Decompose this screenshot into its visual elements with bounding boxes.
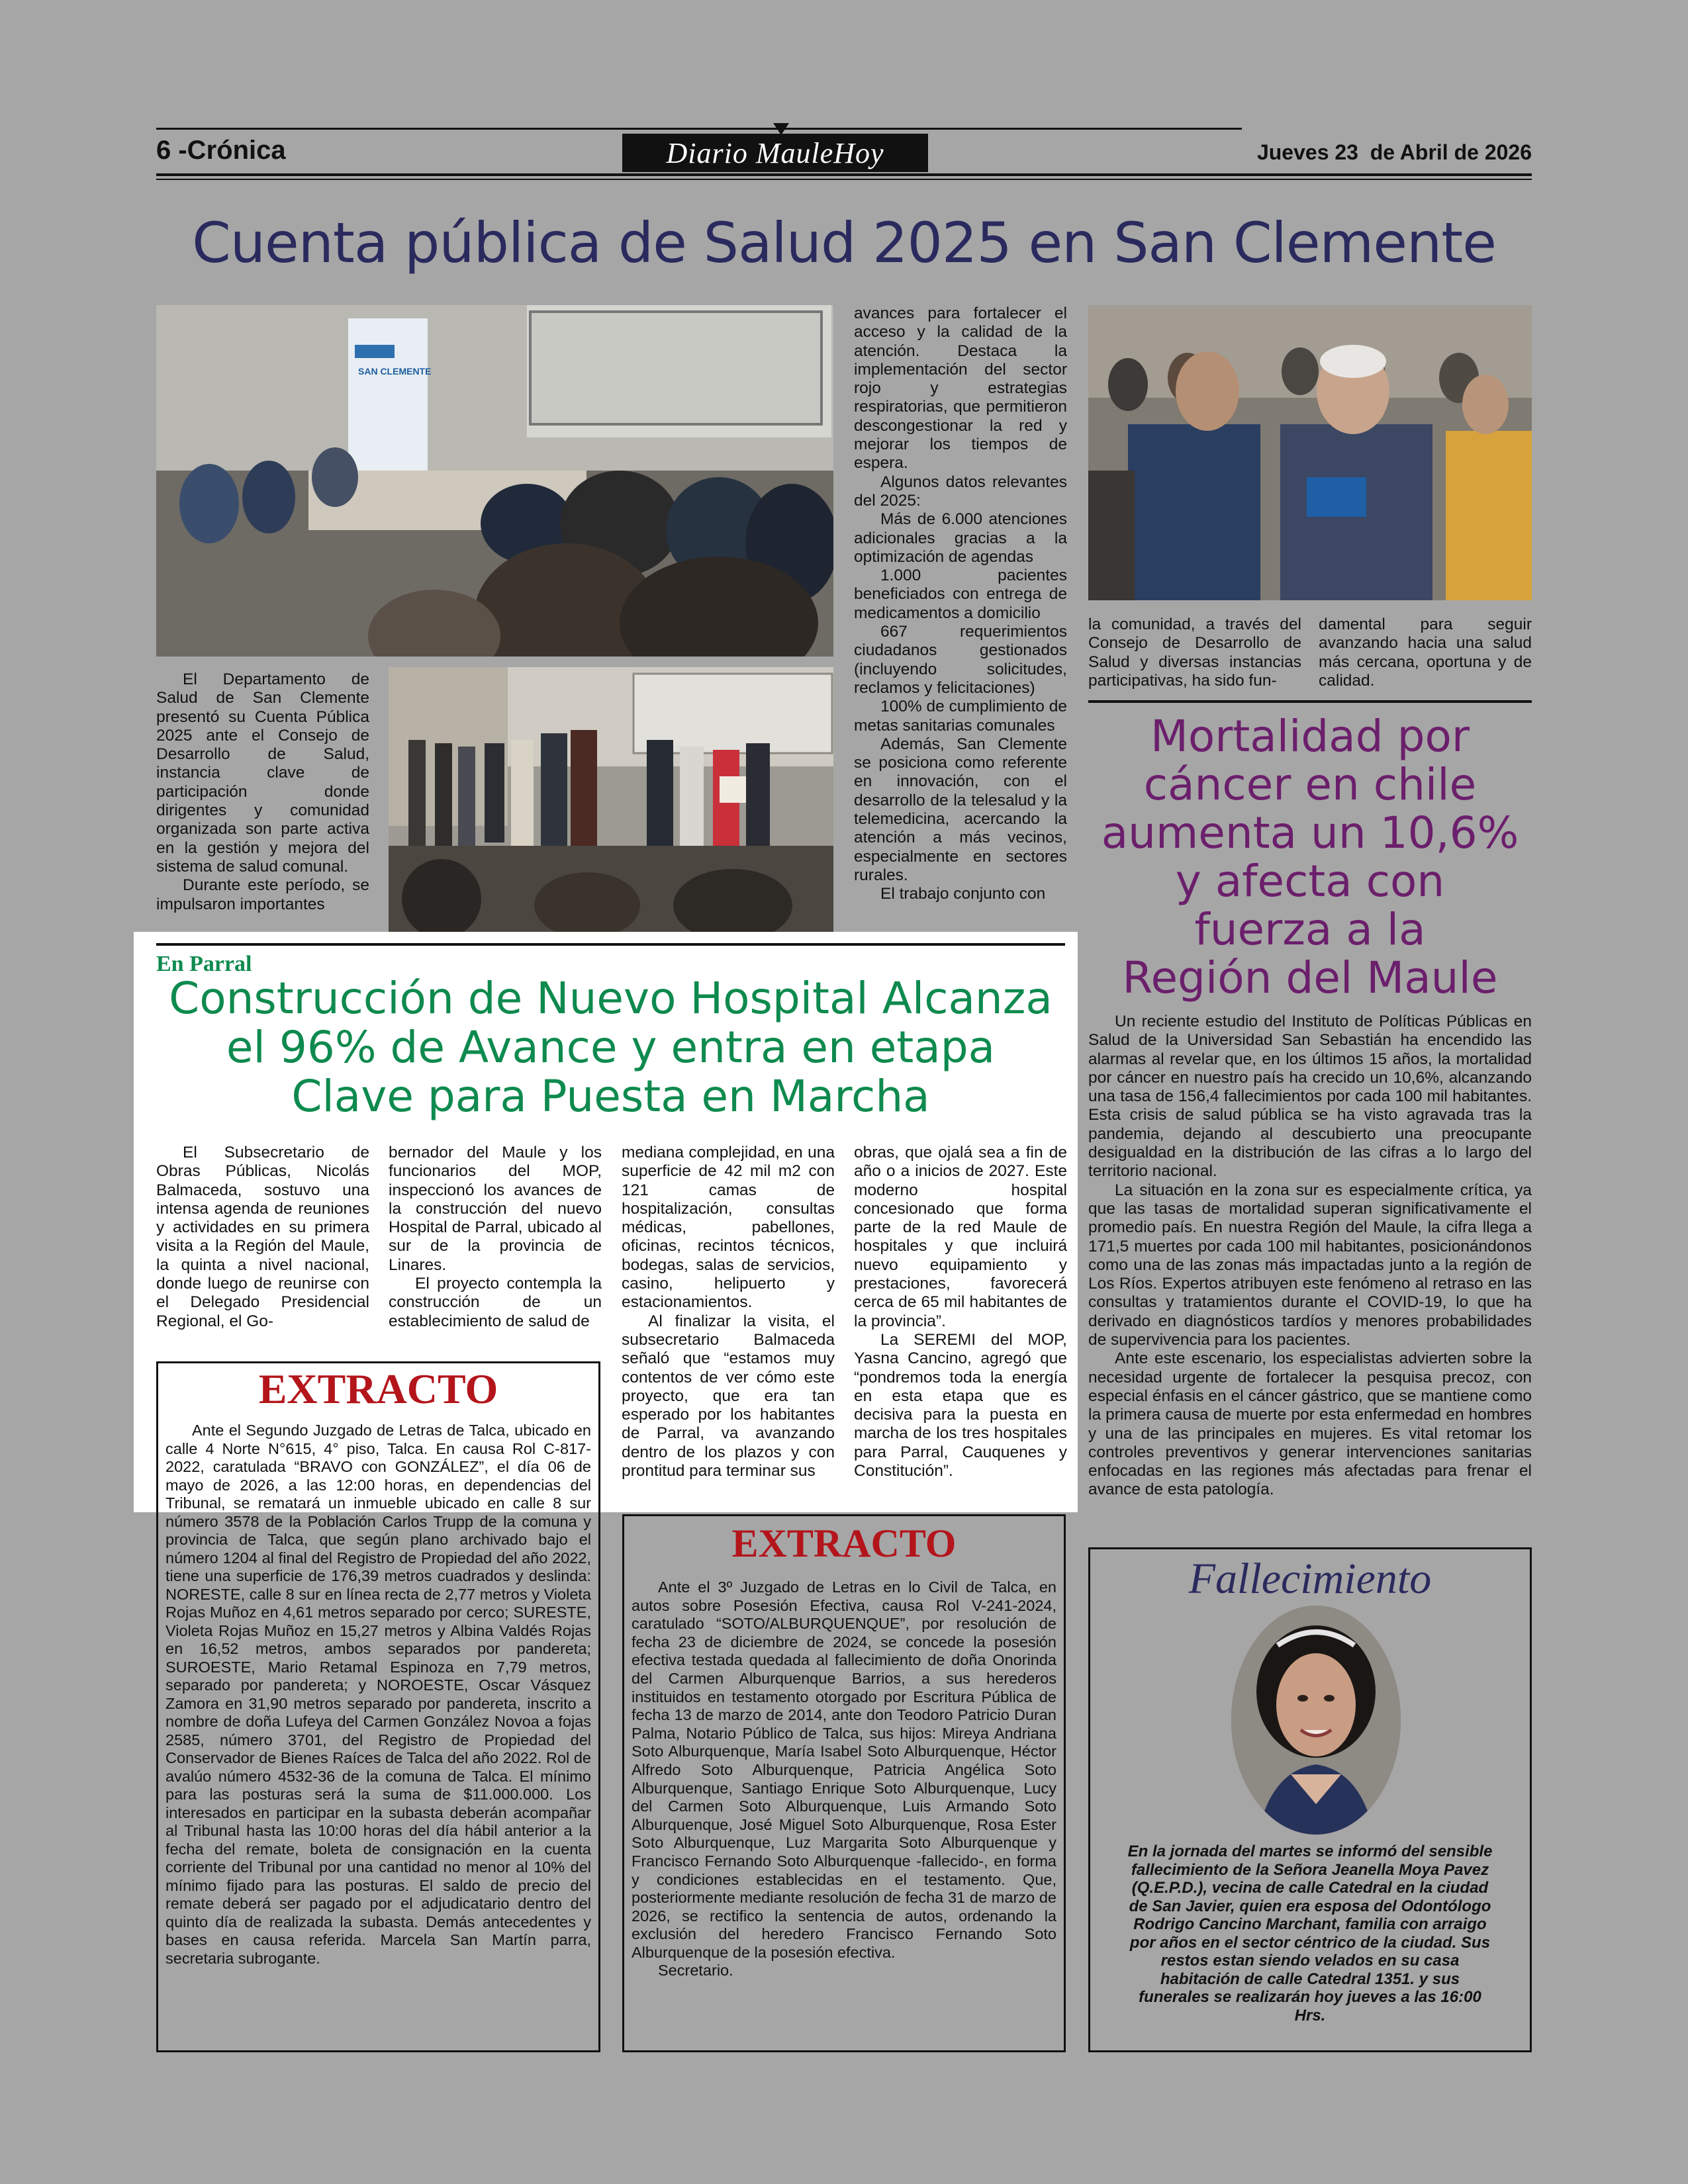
headline-line: Región del Maule — [1122, 952, 1498, 1003]
paragraph: obras, que ojalá sea a fin de año o a inicios de 2027. Este moderno hospital concesionado que forma parte de la red Maule de hospitales y que incluirá nuevo equipamiento y prestaciones, favorecerá cerca de 65 mil habitantes de la provincia”. — [854, 1144, 1067, 1330]
photo-audience — [1088, 305, 1532, 600]
paragraph: Más de 6.000 atenciones adicionales gracias a la optimización de agendas — [854, 510, 1067, 566]
paragraph: Ante el 3º Juzgado de Letras en lo Civil de Talca, en autos sobre Posesión Efectiva, causa Rol V-241-2024, caratulado “SOTO/ALBURQUENQUE”, por resolución de fecha 23 de diciembre de 2024, se concede la posesión efectiva testada quedada al fallecimiento de doña Onorinda del Carmen Alburquenque Barrios, a sus herederos instituidos en testamento otorgado por Escritura Pública de fecha 13 de marzo de 2014, ante don Teodoro Patricio Duran Palma, Notario Público de Talca, sus hijos: Mireya Andriana Soto Alburquenque, María Isabel Soto Alburquenque, Héctor Alfredo Soto Alburquenque, Patricia Angélica Soto Alburquenque, Santiago Enrique Soto Alburquenque, Lucy del Carmen Soto Alburquenque, Luis Armando Soto Alburquenque, José Miguel Soto Alburquenque, Rosa Ester Soto Alburquenque, Luz Margarita Soto Alburquenque y Francisco Fernando Soto Alburquenque -fallecido-, en forma y condiciones establecidas en el testamento. Que, posteriormente mediante resolución de fecha 31 de marzo de 2026, se rectifico la sentencia de autos, ordenando la exclusión del heredero Francisco Fernando Soto Alburquenque de la posesión efectiva. — [632, 1578, 1056, 1961]
headline-line: aumenta un 10,6% — [1101, 807, 1519, 858]
extracto-title-2: EXTRACTO — [731, 1522, 957, 1565]
parral-col1 — [156, 1144, 369, 1331]
paragraph: Algunos datos relevantes del 2025: — [854, 473, 1067, 510]
paragraph: avances para fortalecer el acceso y la calidad de la atención. Destaca la implementación del sector rojo y estrategias respiratorias, que permitieron descongestionar la red y mejorar los tiempos de espera. — [854, 304, 1067, 473]
issue-date: Jueves 23 de Abril de 2026 — [1256, 140, 1532, 164]
logo-text: Diario MauleHoy — [666, 136, 884, 169]
paragraph: Además, San Clemente se posiciona como referente en innovación, con el desarrollo de la telesalud y la telemedicina, acercando la atención a más vecinos, especialmente en sectores rurales. — [854, 735, 1067, 884]
paragraph: Durante este período, se impulsaron importantes — [156, 876, 369, 913]
paragraph: Un reciente estudio del Instituto de Políticas Públicas en Salud de la Universidad San Sebastián ha encendido las alarmas al revelar que, en los últimos 15 años, la mortalidad por cáncer en nuestro país ha crecido un 10,6%, alcanzando una tasa de 156,4 fallecimientos por cada 100 mil habitantes. Esta crisis de salud pública se ha visto agravada tras la pandemia, dejando al descubierto una preocupante desigualdad en la distribución de las cifras a lo largo del territorio nacional. — [1088, 1013, 1532, 1181]
main-article-col1 — [156, 670, 369, 914]
paragraph: El trabajo conjunto con — [880, 885, 1046, 903]
photo-meeting-room — [156, 305, 833, 657]
header-rule-2 — [156, 179, 1532, 180]
parral-col3 — [622, 1144, 835, 1480]
header-rule-1 — [156, 173, 1532, 176]
headline-line: el 96% de Avance y entra en etapa — [226, 1022, 996, 1073]
parral-col4 — [854, 1144, 1067, 1480]
newspaper-logo — [622, 134, 928, 172]
extracto-title-1: EXTRACTO — [258, 1365, 498, 1412]
main-headline: Cuenta pública de Salud 2025 en San Clemente — [192, 210, 1496, 275]
extracto-body-2 — [632, 1578, 1056, 1980]
section-label: 6 -Crónica — [156, 136, 286, 165]
cancer-top-rule — [1088, 700, 1532, 703]
cancer-article-body — [1088, 1013, 1532, 1500]
paragraph: bernador del Maule y los funcionarios del MOP, inspeccionó los avances de la construcción del nuevo Hospital de Parral, ubicado al sur de la provincia de Linares. — [389, 1144, 602, 1274]
extracto-body-1 — [165, 1422, 591, 1968]
logo-pointer — [773, 123, 789, 135]
banner-label: SAN CLEMENTE — [358, 366, 432, 377]
obituary-text: En la jornada del martes se informó del sensible fallecimiento de la Señora Jeanella Moya Pavez (Q.E.P.D.), vecina de calle Catedral en la ciudad de San Javier, quien era esposa del Odontólogo Rodrigo Cancino Marchant, familia con arraigo por años en el sector céntrico de la ciudad. Sus restos estan siendo velados en su casa habitación de calle Catedral 1351. y sus funerales se realizarán hoy jueves a las 16:00 Hrs. — [1127, 1843, 1493, 2025]
parral-headline — [156, 974, 1065, 1121]
signature: Secretario. — [658, 1962, 733, 1979]
paragraph: 100% de cumplimiento de metas sanitarias comunales — [854, 698, 1067, 735]
paragraph: 667 requerimientos ciudadanos gestionados (incluyendo solicitudes, reclamos y felicitaciones) — [854, 623, 1067, 697]
paragraph: El Subsecretario de Obras Públicas, Nicolás Balmaceda, sostuvo una intensa agenda de reuniones y actividades en su primera visita a la Región del Maule, la quinta a nivel nacional, donde luego de reunirse con el Delegado Presidencial Regional, el Go- — [156, 1144, 369, 1330]
headline-line: y afecta con — [1175, 856, 1445, 907]
obituary-title: Fallecimiento — [1188, 1555, 1432, 1603]
obituary-portrait — [1231, 1606, 1401, 1835]
paragraph: El proyecto contempla la construcción de un establecimiento de salud de — [389, 1275, 602, 1330]
parral-col2 — [389, 1144, 602, 1331]
headline-line: cáncer en chile — [1143, 759, 1477, 810]
headline-line: fuerza a la — [1194, 904, 1426, 955]
main-article-col4b: damental para seguir avanzando hacia una salud más cercana, oportuna y de calidad. — [1319, 615, 1532, 690]
header-top-rule — [156, 128, 1242, 130]
main-article-col3 — [854, 304, 1067, 904]
photo-group — [389, 667, 833, 932]
paragraph: El Departamento de Salud de San Clemente presentó su Cuenta Pública 2025 ante el Consejo de Desarrollo de Salud, instancia clave de participación donde dirigentes y comunidad organizada son parte activa en la gestión y mejora del sistema de salud comunal. — [156, 670, 369, 876]
paragraph: La situación en la zona sur es especialmente crítica, ya que las tasas de mortalidad superan significativamente el promedio país. En nuestra Región del Maule, la cifra llega a 171,5 muertes por cada 100 mil habitantes, posicionándonos como una de las zonas más impactadas junto a la región de Los Ríos. Expertos atribuyen este fenómeno al retraso en las consultas y tratamientos durante el COVID-19, lo que ha derivado en diagnósticos tardíos y menores probabilidades de supervivencia para los pacientes. — [1088, 1181, 1532, 1349]
headline-line: Clave para Puesta en Marcha — [291, 1071, 930, 1122]
parral-top-rule — [156, 943, 1065, 946]
paragraph: La SEREMI del MOP, Yasna Cancino, agregó que “pondremos toda la energía en esta etapa que es decisiva para la puesta en marcha de los tres hospitales para Parral, Cauquenes y Constitución”. — [854, 1330, 1067, 1480]
paragraph: mediana complejidad, en una superficie de 42 mil m2 con 121 camas de hospitalización, consultas médicas, pabellones, oficinas, recintos técnicos, bodegas, salas de servicios, casino, helipuerto y estacionamientos. — [622, 1144, 835, 1312]
main-article-col4a: la comunidad, a través del Consejo de Desarrollo de Salud y diversas instancias participativas, ha sido fun- — [1088, 615, 1301, 690]
paragraph: 1.000 pacientes beneficiados con entrega de medicamentos a domicilio — [854, 567, 1067, 622]
parral-kicker: En Parral — [156, 952, 252, 976]
headline-line: Mortalidad por — [1150, 711, 1470, 762]
headline-line: Construcción de Nuevo Hospital Alcanza — [169, 973, 1053, 1024]
cancer-headline — [1088, 712, 1532, 1002]
paragraph: Al finalizar la visita, el subsecretario Balmaceda señaló que “estamos muy contentos de ver cómo este proyecto, que era tan esperado por los habitantes de Parral, va avanzando dentro de los plazos y con prontitud para terminar sus — [622, 1312, 835, 1480]
paragraph: Ante el Segundo Juzgado de Letras de Talca, ubicado en calle 4 Norte N°615, 4° piso, Talca. En causa Rol C-817-2022, caratulada “BRAVO con GONZÁLEZ”, el día 06 de mayo de 2026, a las 12:00 horas, en dependencias del Tribunal, se rematará un inmueble ubicado en calle 8 sur número 3578 de la Población Carlos Trupp de la comuna y provincia de Talca, que según plano archivado bajo el número 1204 al final del Registro de Propiedad del año 2022, tiene una superficie de 176,39 metros cuadrados y deslinda: NORESTE, calle 8 sur en línea recta de 2,77 metros y Violeta Rojas Muñoz en 4,61 metros separado por cerco; SURESTE, Violeta Rojas Muñoz en 15,27 metros y Albina Valdés Rojas en 16,52 metros, ambos separados por pandereta; SUROESTE, Mario Retamal Espinoza en 7,79 metros, separado por pandereta; y NOROESTE, Oscar Vásquez Zamora en 31,90 metros separado por pandereta, inscrito a nombre de doña Lufeya del Carmen González Novoa a fojas 2585, número 3701, del Registro de Propiedad del Conservador de Bienes Raíces de Talca del año 2022. Rol de avalúo número 4532-36 de la comuna de Talca. El mínimo para las posturas será la suma de $11.000.000. Los interesados en participar en la subasta deberán acompañar al Tribunal hasta las 10:00 horas del día hábil anterior a la fecha del remate, boleta de consignación en la cuenta corriente del Tribunal por una cantidad no menor al 10% del mínimo fijado para las posturas. El saldo de precio del remate deberá ser pagado por el adjudicatario dentro del quinto día de realizada la subasta. Demás antecedentes y bases en causa referida. Marcela San Martín parra, secretaria subrogante. — [165, 1422, 591, 1967]
paragraph: Ante este escenario, los especialistas advierten sobre la necesidad urgente de fortalecer la pesquisa precoz, con especial énfasis en el cáncer gástrico, que se mantiene como la primera causa de muerte por esta enfermedad en hombres y una de las principales en mujeres. Es vital retomar los controles preventivos y generar intervenciones sanitarias enfocadas en las regiones más afectadas para frenar el avance de esta patología. — [1088, 1349, 1532, 1499]
